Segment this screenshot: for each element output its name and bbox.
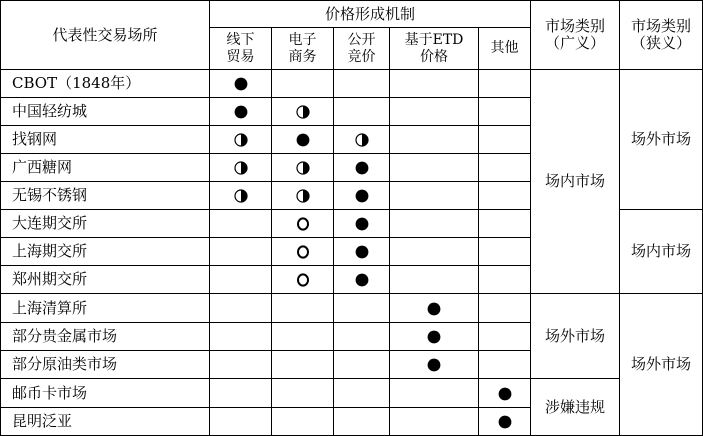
mark-cell-etd-price [390,294,479,323]
half-filled-circle-icon [233,188,249,204]
mark-cell-offline-trade [210,182,272,210]
exchange-name: 郑州期交所 [12,270,88,288]
mark-cell-other [479,379,531,408]
mark-cell-ecommerce [272,182,334,210]
mark-cell-other [479,126,531,154]
broad-category-cell [531,70,620,294]
header-exchange [1,1,210,70]
exchange-name: 中国轻纺城 [12,102,88,120]
mark-cell-other [479,238,531,266]
header-open-bidding [334,28,390,70]
exchange-name: 广西糖网 [12,158,73,176]
mark-cell-etd-price [390,182,479,210]
exchange-name-cell [1,351,210,379]
mark-cell-offline-trade [210,351,272,379]
exchange-name: 找钢网 [12,130,58,148]
filled-circle-icon [354,272,370,288]
mark-cell-open-bidding [334,294,390,323]
header-open-bidding-line1: 公开 [347,31,376,48]
exchange-name-cell [1,98,210,126]
mark-cell-etd-price [390,210,479,238]
filled-circle-icon [233,76,249,92]
mark-cell-ecommerce [272,294,334,323]
mark-cell-other [479,182,531,210]
filled-circle-icon [233,104,249,120]
hollow-circle-icon [295,272,311,288]
exchange-name-cell [1,379,210,408]
header-ecommerce-line2: 商务 [288,48,317,65]
header-etd-price-line2: 价格 [420,48,448,65]
exchange-name-cell [1,182,210,210]
mark-cell-open-bidding [334,238,390,266]
exchange-name: 无锡不锈钢 [12,186,88,204]
half-filled-circle-icon [295,188,311,204]
mark-cell-other [479,323,531,351]
mark-cell-offline-trade [210,379,272,408]
header-narrow-line1: 市场类别 [630,17,691,35]
mark-cell-etd-price [390,98,479,126]
filled-circle-icon [354,160,370,176]
exchange-name: 上海清算所 [12,298,88,317]
mark-cell-etd-price [390,266,479,294]
filled-circle-icon [354,244,370,260]
mark-cell-offline-trade [210,70,272,98]
exchange-name-cell [1,70,210,98]
mark-cell-etd-price [390,379,479,408]
half-filled-circle-icon [233,160,249,176]
header-narrow-line2: （狭义） [630,34,691,52]
mark-cell-ecommerce [272,351,334,379]
mark-cell-etd-price [390,70,479,98]
filled-circle-icon [426,301,442,317]
exchange-name-cell [1,294,210,323]
header-broad [531,1,620,70]
exchange-name: 上海期交所 [12,242,88,260]
filled-circle-icon [295,132,311,148]
mark-cell-open-bidding [334,379,390,408]
filled-circle-icon [497,414,513,430]
broad-category-label: 场内市场 [544,172,605,190]
header-mechanism-label: 价格形成机制 [324,4,415,23]
mark-cell-etd-price [390,154,479,182]
mark-cell-open-bidding [334,266,390,294]
header-etd-price [390,28,479,70]
mark-cell-offline-trade [210,323,272,351]
half-filled-circle-icon [354,132,370,148]
header-etd-price-line1: 基于ETD [404,31,464,48]
mark-cell-ecommerce [272,408,334,436]
narrow-category-label: 场外市场 [630,130,691,148]
broad-category-cell [531,379,620,436]
mark-cell-offline-trade [210,294,272,323]
mark-cell-ecommerce [272,266,334,294]
filled-circle-icon [426,329,442,345]
hollow-circle-icon [295,216,311,232]
narrow-category-cell [620,294,703,436]
exchange-name-cell [1,266,210,294]
mark-cell-offline-trade [210,126,272,154]
header-open-bidding-line2: 竞价 [347,48,376,65]
mark-cell-other [479,351,531,379]
exchange-name: 部分原油类市场 [12,355,118,373]
exchange-name: 部分贵金属市场 [12,327,118,345]
mark-cell-open-bidding [334,351,390,379]
mark-cell-open-bidding [334,210,390,238]
mark-cell-ecommerce [272,126,334,154]
header-ecommerce [272,28,334,70]
mark-cell-offline-trade [210,154,272,182]
exchange-name: 邮币卡市场 [12,383,88,402]
table-body [1,1,703,436]
mark-cell-open-bidding [334,98,390,126]
header-other [479,28,531,70]
filled-circle-icon [354,216,370,232]
exchange-name-cell [1,323,210,351]
half-filled-circle-icon [295,104,311,120]
mark-cell-etd-price [390,238,479,266]
mark-cell-other [479,70,531,98]
header-broad-line2: （广义） [544,34,605,52]
narrow-category-cell [620,210,703,294]
exchange-name: 昆明泛亚 [12,412,73,430]
mark-cell-other [479,210,531,238]
narrow-category-label: 场内市场 [630,242,691,260]
broad-category-label: 场外市场 [544,326,605,345]
mark-cell-other [479,154,531,182]
mark-cell-open-bidding [334,408,390,436]
table-row [1,379,703,408]
mark-cell-other [479,408,531,436]
mark-cell-open-bidding [334,323,390,351]
mark-cell-offline-trade [210,238,272,266]
half-filled-circle-icon [295,160,311,176]
mark-cell-open-bidding [334,154,390,182]
mark-cell-offline-trade [210,210,272,238]
hollow-circle-icon [295,244,311,260]
header-offline-trade-line1: 线下 [226,31,255,48]
mark-cell-etd-price [390,351,479,379]
mark-cell-ecommerce [272,154,334,182]
mark-cell-offline-trade [210,408,272,436]
mark-cell-other [479,266,531,294]
exchange-name-cell [1,210,210,238]
exchange-name: 大连期交所 [12,214,88,232]
mark-cell-ecommerce [272,210,334,238]
narrow-category-label: 场外市场 [630,355,691,373]
table-row [1,294,703,323]
broad-category-label: 涉嫌违规 [544,397,605,416]
header-broad-line1: 市场类别 [544,17,605,35]
exchange-name-cell [1,126,210,154]
mark-cell-open-bidding [334,182,390,210]
mark-cell-ecommerce [272,238,334,266]
header-ecommerce-line1: 电子 [288,31,317,48]
mark-cell-ecommerce [272,323,334,351]
mark-cell-etd-price [390,323,479,351]
mark-cell-open-bidding [334,126,390,154]
exchange-name-cell [1,238,210,266]
header-row-top [1,1,703,28]
filled-circle-icon [497,386,513,402]
header-exchange-label: 代表性交易场所 [52,25,158,44]
header-offline-trade-line2: 贸易 [226,48,255,65]
mark-cell-etd-price [390,126,479,154]
header-narrow [620,1,703,70]
mark-cell-etd-price [390,408,479,436]
filled-circle-icon [426,357,442,373]
exchange-name-cell [1,408,210,436]
mark-cell-offline-trade [210,98,272,126]
mark-cell-offline-trade [210,266,272,294]
mark-cell-ecommerce [272,70,334,98]
mark-cell-ecommerce [272,379,334,408]
table-row [1,70,703,98]
mark-cell-other [479,98,531,126]
half-filled-circle-icon [233,132,249,148]
exchange-name: CBOT（1848年） [12,74,141,92]
mark-cell-other [479,294,531,323]
header-mechanism [210,1,531,28]
exchange-name-cell [1,154,210,182]
narrow-category-cell [620,70,703,210]
header-other-label: 其他 [490,40,519,56]
filled-circle-icon [354,188,370,204]
header-offline-trade [210,28,272,70]
broad-category-cell [531,294,620,379]
mark-cell-ecommerce [272,98,334,126]
mark-cell-open-bidding [334,70,390,98]
